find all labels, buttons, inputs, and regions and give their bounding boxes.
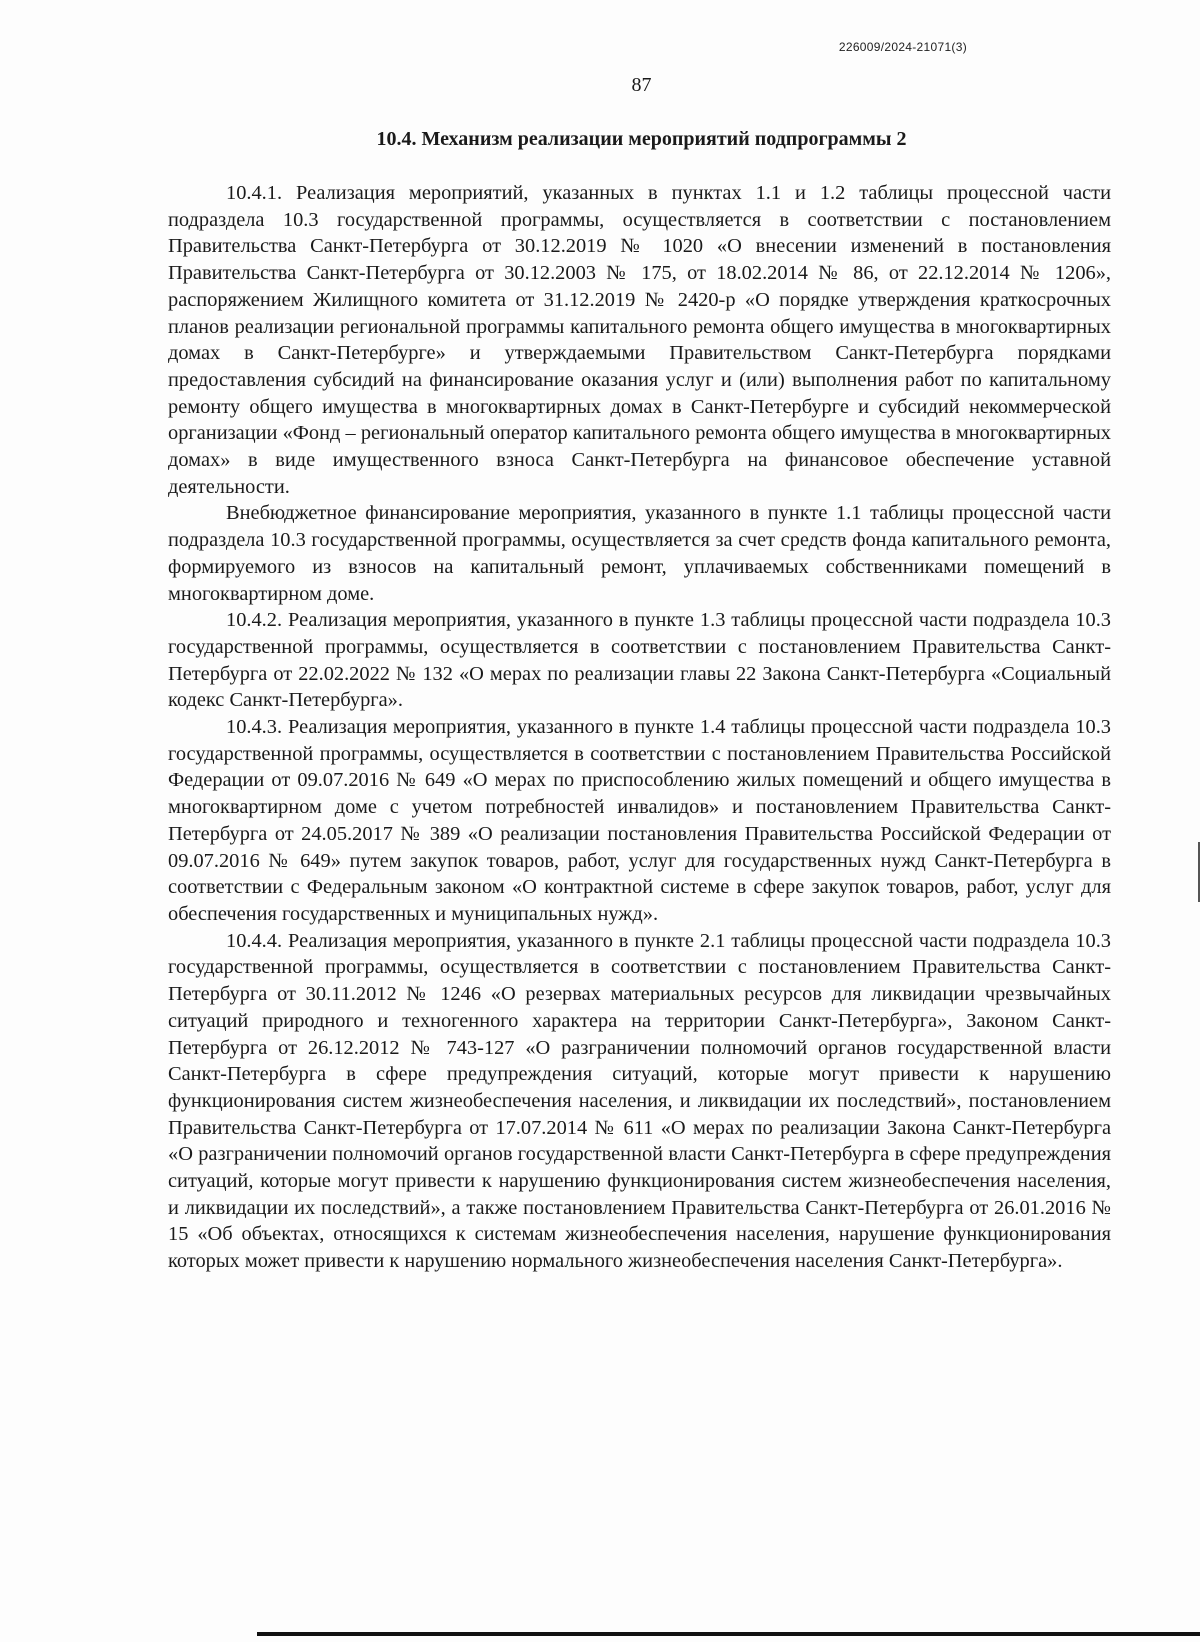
paragraph-10-4-1: 10.4.1. Реализация мероприятий, указанных в пунктах 1.1 и 1.2 таблицы процессной части подраздела 10.3 государственной программы, осуществляется в соответствии с постановлением Правительства Санкт-Петербурга от 30.12.2019 № 1020 «О внесении изменений в постановления Правительства Санкт-Петербурга от 30.12.2003 № 175, от 18.02.2014 № 86, от 22.12.2014 № 1206», распоряжением Жилищного комитета от 31.12.2019 № 2420-р «О порядке утверждения краткосрочных планов реализации региональной программы капитального ремонта общего имущества в многоквартирных домах в Санкт-Петербурге» и утверждаемыми Правительством Санкт-Петербурга порядками предоставления субсидий на финансирование оказания услуг и (или) выполнения работ по капитальному ремонту общего имущества в многоквартирных домах в Санкт-Петербурге и субсидий некоммерческой организации «Фонд – региональный оператор капитального ремонта общего имущества в многоквартирных домах» в виде имущественного взноса Санкт-Петербурга на финансовое обеспечение уставной деятельности. [168, 182, 1111, 498]
paragraph-10-4-3: 10.4.3. Реализация мероприятия, указанного в пункте 1.4 таблицы процессной части подраздела 10.3 государственной программы, осуществляется в соответствии с постановлением Правительства Российской Федерации от 09.07.2016 № 649 «О мерах по приспособлению жилых помещений и общего имущества в многоквартирном доме с учетом потребностей инвалидов» и постановлением Правительства Санкт-Петербурга от 24.05.2017 № 389 «О реализации постановления Правительства Российской Федерации от 09.07.2016 № 649» путем закупок товаров, работ, услуг для государственных нужд Санкт-Петербурга в соответствии с Федеральным законом «О контрактной системе в сфере закупок товаров, работ, услуг для обеспечения государственных и муниципальных нужд». [168, 716, 1111, 925]
section-title: 10.4. Механизм реализации мероприятий подпрограммы 2 [376, 128, 907, 150]
paragraph-10-4-4: 10.4.4. Реализация мероприятия, указанного в пункте 2.1 таблицы процессной части подраздела 10.3 государственной программы, осуществляется в соответствии с постановлением Правительства Санкт-Петербурга от 30.11.2012 № 1246 «О резервах материальных ресурсов для ликвидации чрезвычайных ситуаций природного и техногенного характера на территории Санкт-Петербурга», Законом Санкт-Петербурга от 26.12.2012 № 743-127 «О разграничении полномочий органов государственной власти Санкт-Петербурга в сфере предупреждения ситуаций, которые могут привести к нарушению функционирования систем жизнеобеспечения населения, и ликвидации их последствий», постановлением Правительства Санкт-Петербурга от 17.07.2014 № 611 «О мерах по реализации Закона Санкт-Петербурга «О разграничении полномочий органов государственной власти Санкт-Петербурга в сфере предупреждения ситуаций, которые могут привести к нарушению функционирования систем жизнеобеспечения населения, и ликвидации их последствий», а также постановлением Правительства Санкт-Петербурга от 26.01.2016 № 15 «Об объектах, относящихся к системам жизнеобеспечения населения, нарушение функционирования которых может привести к нарушению нормального жизнеобеспечения населения Санкт-Петербурга». [168, 929, 1111, 1273]
page-number: 87 [631, 74, 652, 96]
paragraph-extrabudget: Внебюджетное финансирование мероприятия, указанного в пункте 1.1 таблицы процессной части подраздела 10.3 государственной программы, осуществляется за счет средств фонда капитального ремонта, формируемого из взносов на капитальный ремонт, уплачиваемых собственниками помещений в многоквартирном доме. [168, 502, 1111, 605]
paragraph-10-4-2: 10.4.2. Реализация мероприятия, указанного в пункте 1.3 таблицы процессной части подраздела 10.3 государственной программы, осуществляется в соответствии с постановлением Правительства Санкт-Петербурга от 22.02.2022 № 132 «О мерах по реализации главы 22 Закона Санкт-Петербурга «Социальный кодекс Санкт-Петербурга». [168, 609, 1111, 712]
document-body [168, 180, 1111, 1275]
document-id: 226009/2024-21071(3) [838, 40, 967, 54]
scan-bottom-border [257, 1632, 1200, 1636]
